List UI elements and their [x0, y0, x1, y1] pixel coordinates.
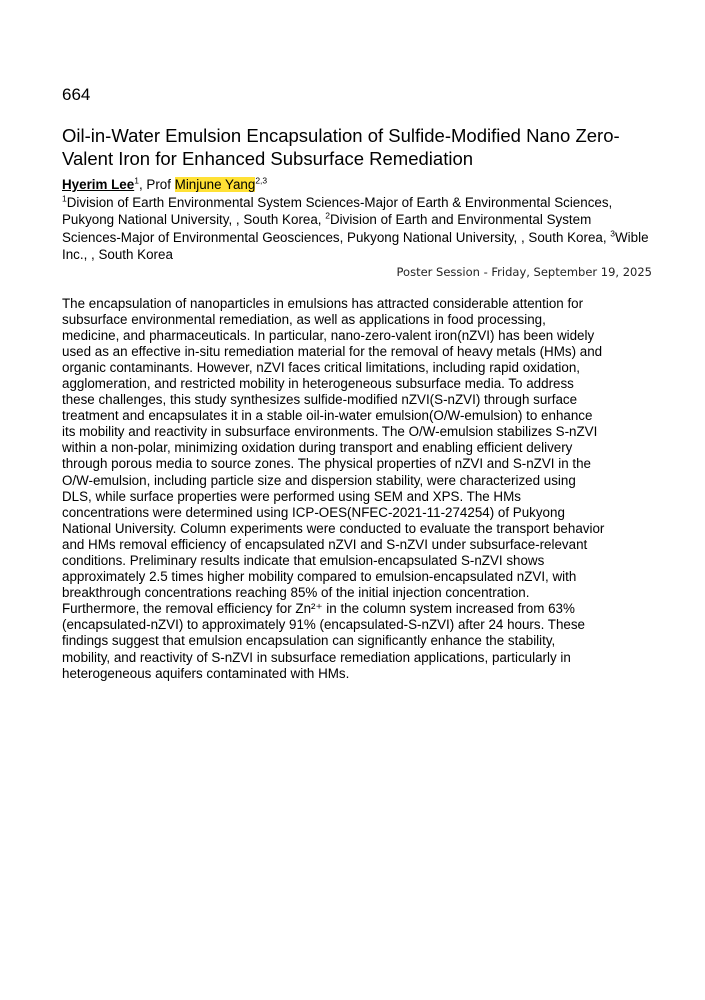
affiliation-marker: 1 — [62, 193, 67, 204]
affiliations — [62, 194, 652, 264]
abstract-line: Furthermore, the removal efficiency for Zn²⁺ in the column system increased from 63% — [62, 601, 575, 617]
abstract-line: DLS, while surface properties were performed using SEM and XPS. The HMs — [62, 488, 521, 504]
abstract-line: approximately 2.5 times higher mobility compared to emulsion-encapsulated nZVI, with — [62, 569, 577, 585]
abstract-line: concentrations were determined using ICP-OES(NFEC-2021-11-274254) of Pukyong — [62, 504, 565, 520]
coauthor-name-highlighted: Minjune Yang — [174, 177, 256, 192]
abstract-line: The encapsulation of nanoparticles in emulsions has attracted considerable attention for — [62, 295, 584, 311]
abstract-line: and HMs removal efficiency of encapsulated nZVI and S-nZVI under subsurface-relevant — [62, 536, 588, 552]
coauthor-affiliation-marker: 2,3 — [255, 175, 268, 186]
author-title-prefix: Prof — [146, 177, 175, 192]
abstract-line: findings suggest that emulsion encapsulation can significantly enhance the stability, — [62, 633, 556, 649]
affiliation-text: Division of Earth Environmental System Sciences-Major of Earth & Environmental Sciences, Pukyong National University, , South Korea, — [62, 194, 613, 227]
abstract-line: medicine, and pharmaceuticals. In particular, nano-zero-valent iron(nZVI) has been widely — [62, 327, 595, 343]
abstract-line: its mobility and reactivity in subsurface environments. The O/W-emulsion stabilizes S-nZVI — [62, 424, 598, 440]
abstract-line: O/W-emulsion, including particle size and dispersion stability, were characterized using — [62, 472, 576, 488]
abstract-line: these challenges, this study synthesizes sulfide-modified nZVI(S-nZVI) through surface — [62, 392, 578, 408]
presenter-affiliation-marker: 1 — [134, 175, 139, 186]
abstract-line: (encapsulated-nZVI) to approximately 91% (encapsulated-S-nZVI) after 24 hours. These — [62, 617, 585, 633]
session-info: Poster Session - Friday, September 19, 2025 — [396, 264, 652, 279]
author-line — [62, 176, 652, 194]
abstract-body — [62, 296, 648, 682]
abstract-line: subsurface environmental remediation, as well as applications in food processing, — [62, 311, 546, 327]
abstract-line: conditions. Preliminary results indicate that emulsion-encapsulated S-nZVI shows — [62, 553, 545, 568]
author-separator: , — [138, 177, 147, 192]
abstract-line: through porous media to source zones. The physical properties of nZVI and S-nZVI in the — [62, 456, 591, 472]
affiliation-marker: 3 — [610, 228, 616, 239]
abstract-number: 664 — [62, 85, 91, 104]
abstract-line: treatment and encapsulates it in a stable oil-in-water emulsion(O/W-emulsion) to enhance — [62, 408, 593, 424]
abstract-line: within a non-polar, minimizing oxidation during transport and enabling efficient delivery — [62, 440, 573, 456]
presenting-author: Hyerim Lee — [62, 177, 135, 192]
abstract-line: agglomeration, and restricted mobility in heterogeneous subsurface media. To address — [62, 375, 574, 391]
abstract-line: used as an effective in-situ remediation material for the removal of heavy metals (HMs) and — [62, 343, 603, 359]
abstract-line: breakthrough concentrations reaching 85% of the initial injection concentration. — [62, 585, 530, 601]
abstract-line: organic contaminants. However, nZVI faces critical limitations, including rapid oxidation, — [62, 359, 581, 375]
abstract-line: heterogeneous aquifers contaminated with HMs. — [62, 665, 350, 681]
abstract-page — [62, 84, 652, 682]
affiliation-text: Wible Inc., , South Korea — [62, 229, 649, 262]
affiliation-marker: 2 — [325, 210, 330, 221]
abstract-line: National University. Column experiments were conducted to evaluate the transport behavior — [62, 520, 605, 536]
abstract-line: mobility, and reactivity of S-nZVI in subsurface remediation applications, particularly in — [62, 649, 571, 665]
affiliation-text: Division of Earth and Environmental System Sciences-Major of Environmental Geosciences, Pukyong National University, , South Korea, — [62, 212, 611, 245]
abstract-title: Oil-in-Water Emulsion Encapsulation of Sulfide-Modified Nano Zero-Valent Iron for Enhanced Subsurface Remediation — [62, 125, 620, 169]
